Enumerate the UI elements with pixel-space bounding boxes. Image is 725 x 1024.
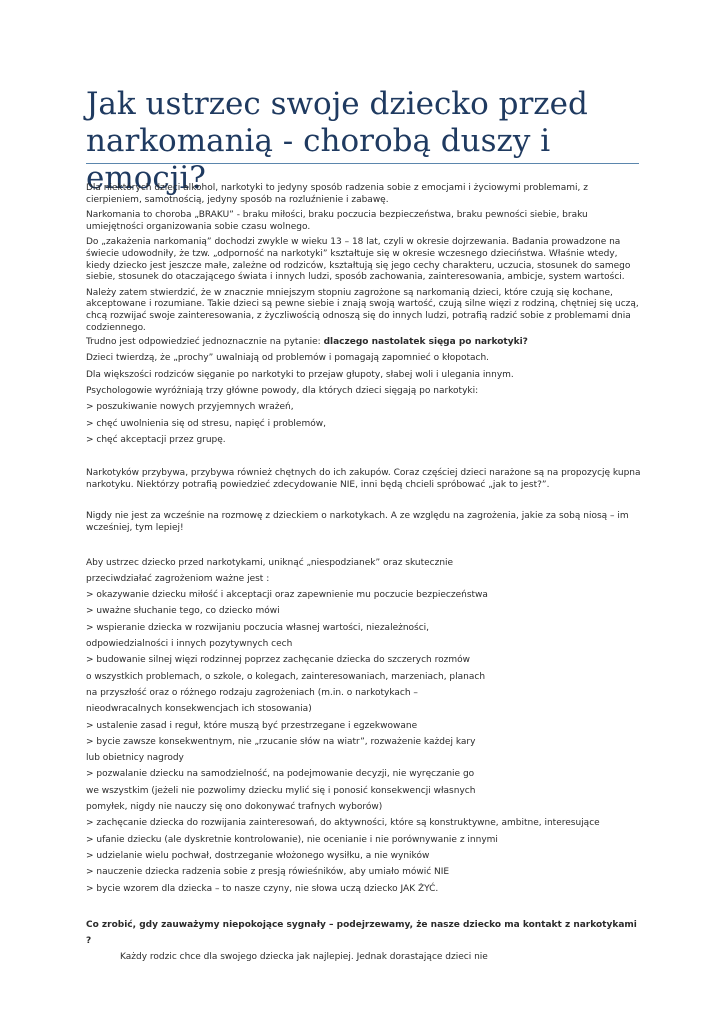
reason-item: > chęć akceptacji przez grupę. (86, 434, 226, 445)
short-line: Dzieci twierdzą, że „prochy” uwalniają od problemów i pomagają zapomnieć o kłopotach. (86, 353, 490, 364)
protection-line: > ufanie dziecku (ale dyskretnie kontrolowanie), nie ocenianie i nie porównywanie z innymi (86, 834, 498, 845)
protection-line: > zachęcanie dziecka do rozwijania zainteresowań, do aktywności, które są konstruktywne, ambitne, interesujące (86, 818, 600, 829)
protection-line: o wszystkich problemach, o szkole, o kolegach, zainteresowaniach, marzeniach, planach (86, 671, 486, 682)
protection-line: > ustalenie zasad i reguł, które muszą być przestrzegane i egzekwowane (86, 720, 418, 731)
question-bold: dlaczego nastolatek sięga po narkotyki? (323, 337, 528, 348)
paragraph-definition: Narkomania to choroba „BRAKU” - braku miłości, braku poczucia bezpieczeństwa, braku pewności siebie, braku umiejętności organizowania sobie czasu wolnego. (86, 210, 588, 232)
paragraph-protected-children: Należy zatem stwierdzić, że w znacznie mniejszym stopniu zagrożone są narkomanią dzieci, które czują się kochane, akceptowane i rozumiane. Takie dzieci są pewne siebie i znają swoją wartość, czują silne więzi z rodziną, chętniej się uczą, chcą rozwijać swoje zainteresowania, z życzliwością odnoszą się do innych ludzi, potrafią radzić sobie z problemami dnia codziennego. (86, 287, 639, 333)
protection-line: przeciwdziałać zagrożeniom ważne jest : (86, 573, 270, 584)
protection-line: > nauczenie dziecka radzenia sobie z presją rówieśników, aby umiało mówić NIE (86, 867, 450, 878)
reason-item: > poszukiwanie nowych przyjemnych wrażeń, (86, 402, 294, 413)
protection-line: na przyszłość oraz o różnego rodzaju zagrożeniach (m.in. o narkotykach – (86, 687, 418, 698)
protection-line: > bycie zawsze konsekwentnym, nie „rzucanie słów na wiatr”, rozważenie każdej kary (86, 736, 476, 747)
title-line-1: Jak ustrzec swoje dziecko przed (86, 86, 588, 122)
final-heading: Co zrobić, gdy zauważymy niepokojące sygnały – podejrzewamy, że nasze dziecko ma kontakt z narkotykami ? (86, 919, 637, 947)
question-prefix: Trudno jest odpowiedzieć jednoznacznie na pytanie: (86, 337, 324, 348)
title-line-2: narkomanią - chorobą duszy i emocji? (86, 123, 551, 196)
question-line (86, 334, 642, 350)
protection-line: > pozwalanie dziecku na samodzielność, na podejmowanie decyzji, nie wyręczanie go (86, 769, 475, 780)
paragraph-early-talk: Nigdy nie jest za wcześnie na rozmowę z dzieckiem o narkotykach. A ze względu na zagrożenia, jakie za sobą niosą – im wcześniej, tym lepiej! (86, 511, 629, 533)
paragraph-age: Do „zakażenia narkomanią” dochodzi zwykle w wieku 13 – 18 lat, czyli w okresie dojrzewania. Badania prowadzone na świecie udowodniły, że tzw. „odporność na narkotyki” kształtuje się w okresie wczesnego dzieciństwa. Właśnie wtedy, kiedy dziecko jest jeszcze małe, zależne od rodziców, kształtują się jego cechy charakteru, uczucia, stosunek do samego siebie, stosunek do otaczającego świata i innych ludzi, sposób zachowania, zainteresowania, ambicje, system wartości. (86, 237, 631, 283)
protection-line: nieodwracalnych konsekwencjach ich stosowania) (86, 704, 312, 715)
paragraph-intro: Dla niektórych dzieci alkohol, narkotyki to jedyny sposób radzenia sobie z emocjami i życiowymi problemami, z cierpieniem, samotnością, jedyny sposób na rozluźnienie i zabawę. (86, 183, 588, 205)
protection-line: > bycie wzorem dla dziecka – to nasze czyny, nie słowa uczą dziecko JAK ŻYĆ. (86, 883, 439, 894)
protection-line: > okazywanie dziecku miłość i akceptacji oraz zapewnienie mu poczucie bezpieczeństwa (86, 590, 488, 601)
final-line: Każdy rodzic chce dla swojego dziecka jak najlepiej. Jednak dorastające dzieci nie (120, 952, 488, 963)
short-line: Psychologowie wyróżniają trzy główne powody, dla których dzieci sięgają po narkotyki: (86, 386, 479, 397)
page-title (86, 86, 646, 197)
protection-line: Aby ustrzec dziecko przed narkotykami, uniknąć „niespodzianek” oraz skutecznie (86, 557, 454, 568)
protection-list (86, 555, 642, 897)
protection-line: > udzielanie wielu pochwał, dostrzeganie włożonego wysiłku, a nie wyników (86, 850, 430, 861)
protection-line: > wspieranie dziecka w rozwijaniu poczucia własnej wartości, niezależności, (86, 622, 430, 633)
protection-line: odpowiedzialności i innych pozytywnych cech (86, 639, 293, 650)
protection-line: pomyłek, nigdy nie nauczy się ono dokonywać trafnych wyborów) (86, 802, 383, 813)
paragraph-dealers: Narkotyków przybywa, przybywa również chętnych do ich zakupów. Coraz częściej dzieci narażone są na propozycję kupna narkotyku. Niektórzy potrafią powiedzieć zdecydowanie NIE, inni będą chcieli spróbować „jak to jest?”. (86, 468, 641, 490)
title-underline (86, 163, 639, 164)
reason-item: > chęć uwolnienia się od stresu, napięć i problemów, (86, 418, 326, 429)
protection-line: > budowanie silnej więzi rodzinnej poprzez zachęcanie dziecka do szczerych rozmów (86, 655, 470, 666)
protection-line: > uważne słuchanie tego, co dziecko mówi (86, 606, 280, 617)
protection-line: we wszystkim (jeżeli nie pozwolimy dziecku mylić się i ponosić konsekwencji własnych (86, 785, 476, 796)
article-body (86, 183, 642, 966)
protection-line: lub obietnicy nagrody (86, 753, 184, 764)
short-line: Dla większości rodziców sięganie po narkotyki to przejaw głupoty, słabej woli i ulegania innym. (86, 369, 514, 380)
